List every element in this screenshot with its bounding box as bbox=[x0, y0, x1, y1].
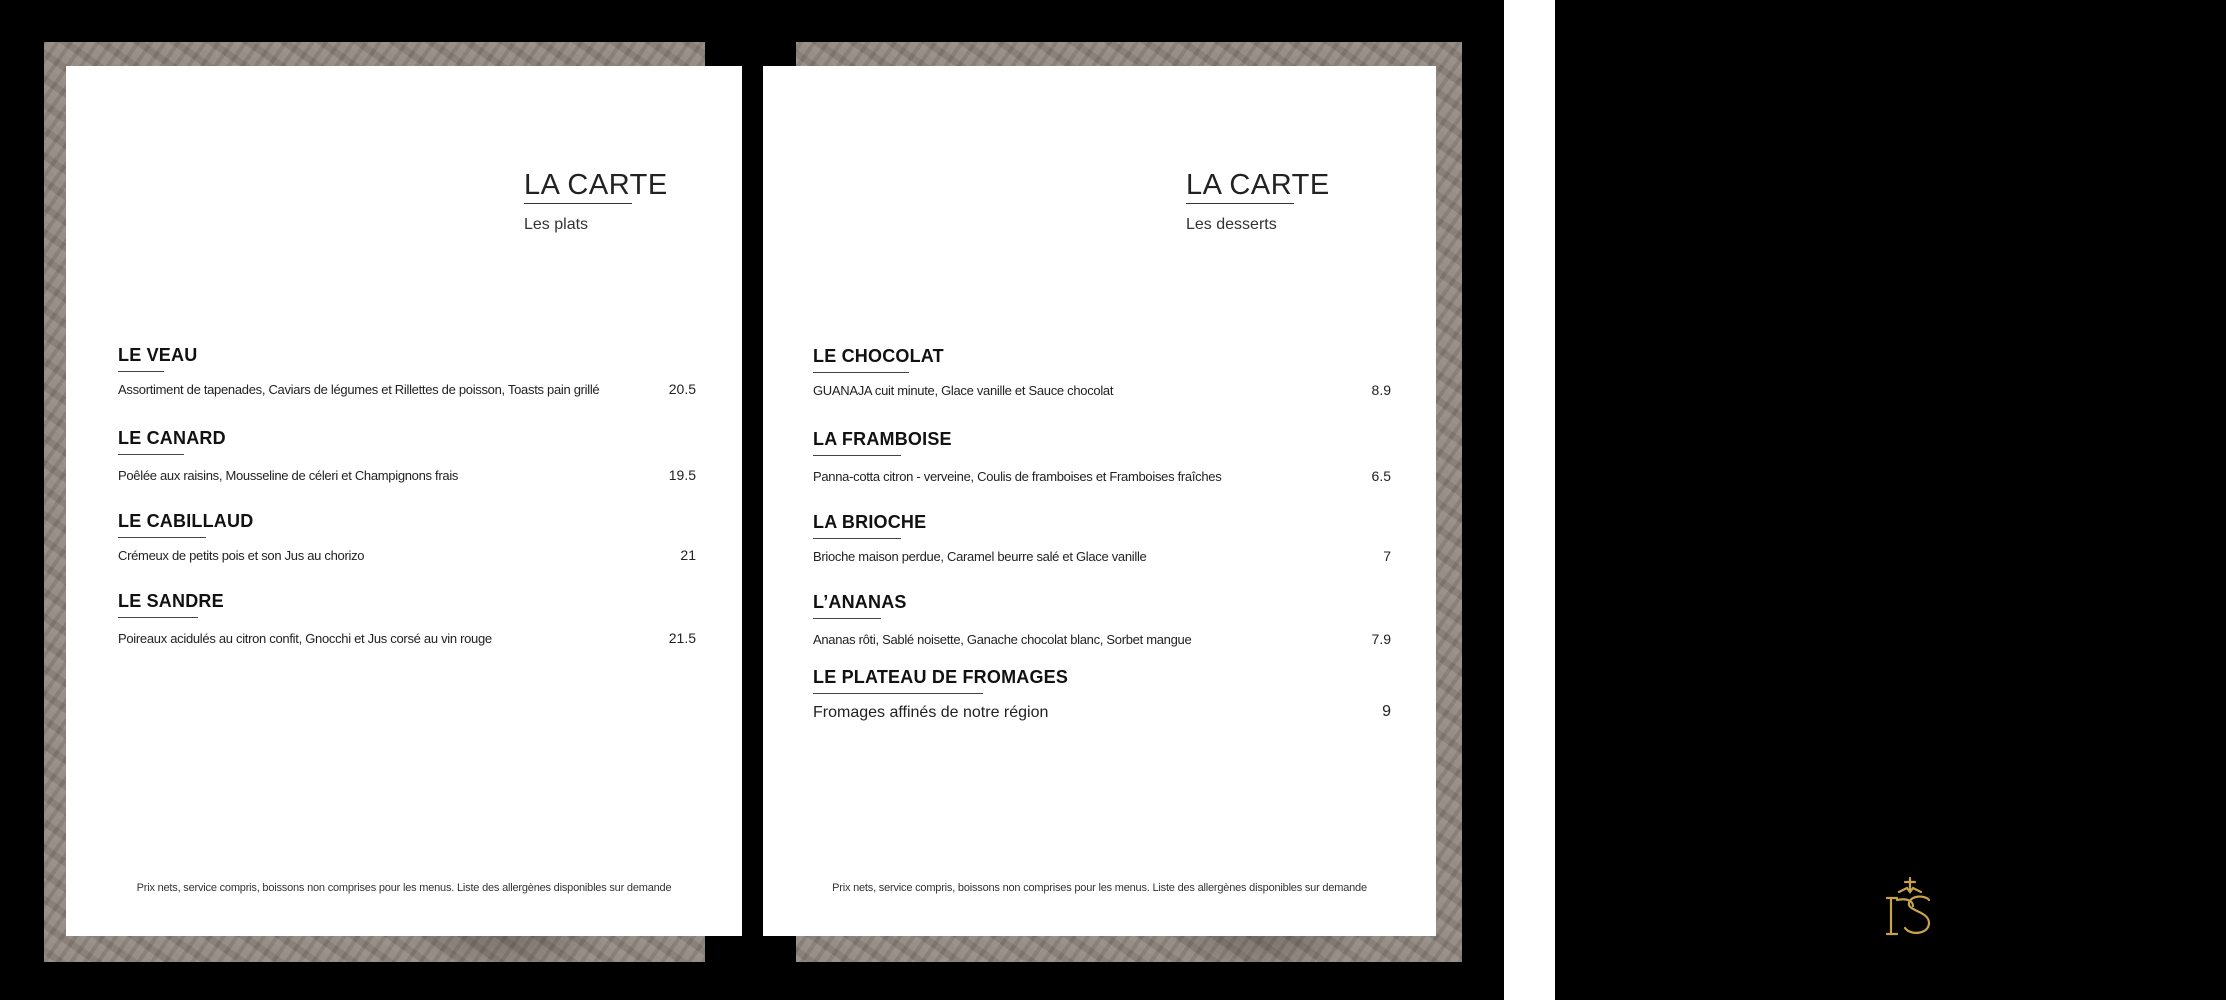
menu-item bbox=[813, 345, 1391, 400]
page-title: LA CARTE bbox=[524, 169, 668, 201]
dish-row bbox=[118, 628, 696, 648]
dessert-name: L’ANANAS bbox=[813, 592, 907, 612]
menu-page-desserts bbox=[763, 66, 1436, 936]
page-header bbox=[524, 168, 668, 234]
menu-item bbox=[813, 591, 1391, 649]
dish-description: Crémeux de petits pois et son Jus au chorizo bbox=[118, 548, 365, 563]
dish-name: LE VEAU bbox=[118, 345, 198, 365]
page-header bbox=[1186, 168, 1330, 234]
menu-item bbox=[813, 428, 1391, 486]
page-title: LA CARTE bbox=[1186, 169, 1330, 201]
dish-price: 20.5 bbox=[668, 381, 696, 397]
menu-list bbox=[118, 344, 696, 744]
dessert-description: Panna-cotta citron - verveine, Coulis de framboises et Framboises fraîches bbox=[813, 469, 1222, 484]
dessert-row bbox=[813, 629, 1391, 649]
dessert-price: 7.9 bbox=[1371, 631, 1391, 647]
page-footer: Prix nets, service compris, boissons non comprises pour les menus. Liste des allergènes disponibles sur demande bbox=[136, 882, 672, 894]
menu-list bbox=[813, 345, 1391, 805]
dish-description: Poireaux acidulés au citron confit, Gnocchi et Jus corsé au vin rouge bbox=[118, 631, 492, 646]
menu-page-plats bbox=[66, 66, 742, 936]
divider-strip bbox=[1504, 0, 1555, 1000]
back-cover bbox=[1555, 0, 2226, 1000]
dish-name: LE SANDRE bbox=[118, 591, 224, 611]
dessert-row bbox=[813, 702, 1391, 722]
dish-name: LE CANARD bbox=[118, 428, 226, 448]
dessert-description: Ananas rôti, Sablé noisette, Ganache chocolat blanc, Sorbet mangue bbox=[813, 632, 1192, 647]
dessert-price: 9 bbox=[1382, 703, 1391, 720]
dessert-price: 8.9 bbox=[1371, 382, 1391, 398]
dessert-underline bbox=[813, 372, 909, 373]
dessert-underline bbox=[813, 618, 881, 619]
menu-item bbox=[118, 590, 696, 648]
dish-name: LE CABILLAUD bbox=[118, 511, 254, 531]
menu-item bbox=[813, 666, 1391, 722]
page-subtitle: Les desserts bbox=[1186, 216, 1277, 233]
dish-underline bbox=[118, 454, 184, 455]
dish-description: Poêlée aux raisins, Mousseline de céleri et Champignons frais bbox=[118, 468, 459, 483]
dish-underline bbox=[118, 537, 206, 538]
dessert-name: LE CHOCOLAT bbox=[813, 346, 944, 366]
menu-item bbox=[118, 344, 696, 399]
dessert-underline bbox=[813, 455, 901, 456]
menu-item bbox=[118, 427, 696, 485]
dish-underline bbox=[118, 617, 198, 618]
page-subtitle: Les plats bbox=[524, 216, 589, 233]
dessert-name: LA BRIOCHE bbox=[813, 512, 927, 532]
dessert-description: Fromages affinés de notre région bbox=[813, 704, 1049, 721]
dessert-price: 6.5 bbox=[1371, 468, 1391, 484]
dessert-row bbox=[813, 546, 1391, 566]
title-underline bbox=[1186, 203, 1294, 204]
dish-row bbox=[118, 379, 696, 399]
dessert-row bbox=[813, 380, 1391, 400]
dish-price: 21.5 bbox=[668, 630, 696, 646]
dish-price: 19.5 bbox=[668, 467, 696, 483]
dessert-name: LA FRAMBOISE bbox=[813, 429, 952, 449]
menu-item bbox=[813, 511, 1391, 566]
dessert-row bbox=[813, 466, 1391, 486]
page-footer: Prix nets, service compris, boissons non comprises pour les menus. Liste des allergènes disponibles sur demande bbox=[832, 882, 1367, 894]
title-underline bbox=[524, 203, 632, 204]
dish-underline bbox=[118, 371, 164, 372]
menu-item bbox=[118, 510, 696, 565]
monogram-logo-icon bbox=[1885, 876, 1935, 940]
dish-row bbox=[118, 465, 696, 485]
dish-price: 21 bbox=[680, 547, 696, 563]
dish-row bbox=[118, 545, 696, 565]
dessert-name: LE PLATEAU DE FROMAGES bbox=[813, 667, 1069, 687]
dessert-description: Brioche maison perdue, Caramel beurre salé et Glace vanille bbox=[813, 549, 1147, 564]
dessert-description: GUANAJA cuit minute, Glace vanille et Sauce chocolat bbox=[813, 383, 1114, 398]
dessert-price: 7 bbox=[1383, 548, 1391, 564]
dessert-underline bbox=[813, 693, 983, 694]
dish-description: Assortiment de tapenades, Caviars de légumes et Rillettes de poisson, Toasts pain grillé bbox=[118, 382, 600, 397]
dessert-underline bbox=[813, 538, 901, 539]
